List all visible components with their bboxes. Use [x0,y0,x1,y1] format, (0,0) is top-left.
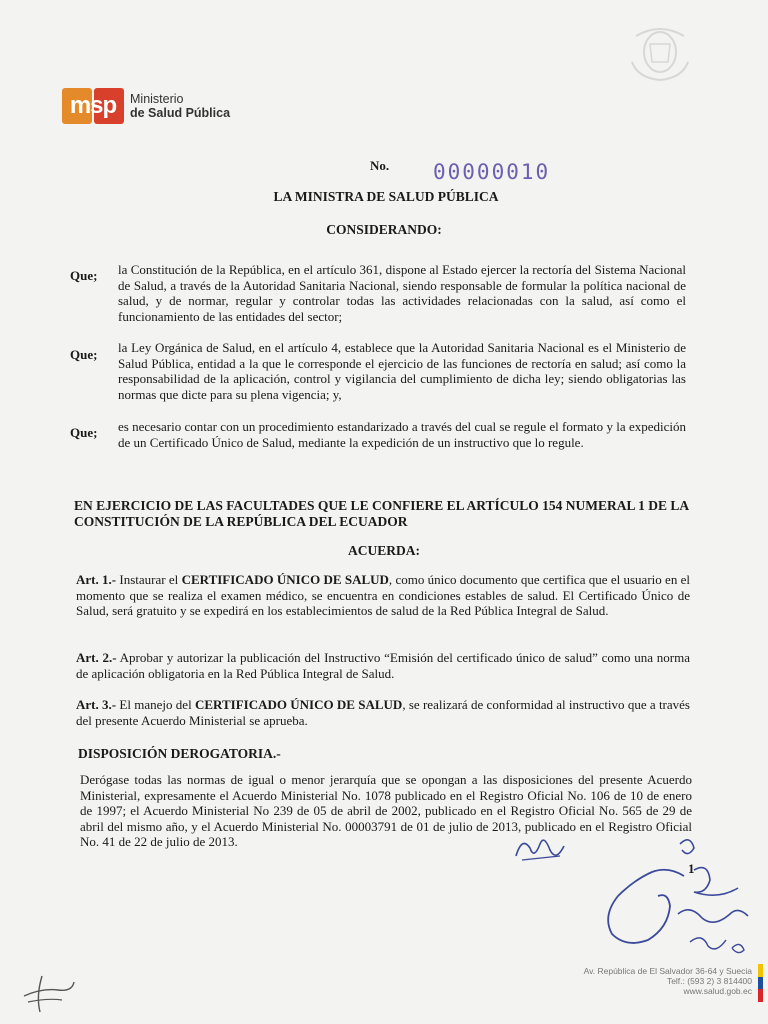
article-3-pre: El manejo del [119,697,195,712]
considering-heading: CONSIDERANDO: [326,222,442,237]
footer-contact [584,966,752,996]
article-3-bold: CERTIFICADO ÚNICO DE SALUD [194,697,403,712]
article-2 [76,650,690,681]
whereas-text-1: la Constitución de la República, en el artículo 361, dispone al Estado ejercer la rectoría del Sistema Nacional de Salud, a través de la Autoridad Sanitaria Nacional, siendo responsable de formular la política nacional de salud, y de normar, regular y controlar todas las actividades relacionadas con la salud, así como el funcionamiento de las entidades del sector; [118,262,686,324]
article-1 [76,572,690,619]
coat-of-arms-icon [628,22,692,84]
repeal-heading: DISPOSICIÓN DEROGATORIA.- [78,746,281,761]
article-1-bold: CERTIFICADO ÚNICO DE SALUD [181,572,389,587]
document-number-label: No. [370,158,390,173]
ministry-logo [62,88,230,124]
repeal-text: Derógase todas las normas de igual o menor jerarquía que se opongan a las disposiciones del presente Acuerdo Ministerial, expresamente el Acuerdo Ministerial No. 1078 publicado en el Registro Oficial No. 106 de 10 de enero de 1997; el Acuerdo Ministerial No 239 de 05 de abril de 2002, publicado en el Registro Oficial No. 565 de 29 de abril del mismo año, y el Acuerdo Ministerial No. 00003791 de 01 de julio de 2013, publicado en el Registro Oficial No. 41 de 22 de julio de 2013. [80,772,692,849]
initials-mark [512,826,572,866]
msp-logo-mark [62,88,124,124]
article-1-post: , como único documento que certifica que el usuario en el momento que se realiza el examen médico, se encuentra en condiciones estables de salud. El Certificado Único de Salud, será gratuito y se expedirá en los establecimientos de salud de la Red Pública Integral de Salud. [76,572,690,618]
document-title: LA MINISTRA DE SALUD PÚBLICA [273,189,499,204]
corner-initial-mark [18,968,78,1014]
ministry-name [130,92,230,120]
article-2-pre: Aprobar y autorizar la publicación del Instructivo “Emisión del certificado único de salud” como una norma de aplicación obligatoria en la Red Pública Integral de Salud. [76,650,690,681]
whereas-text-2: la Ley Orgánica de Salud, en el artículo 4, establece que la Autoridad Sanitaria Nacional es el Ministerio de Salud Pública, entidad a la que le corresponde el ejercicio de las funciones de rectoría en salud; así como la responsabilidad de la aplicación, control y vigilancia del cumplimiento de dicha ley; siendo obligatorias las normas que dicte para su plena vigencia; y, [118,340,686,402]
ministry-line1: Ministerio [130,92,184,106]
whereas-label-3: Que; [70,425,98,440]
document-number-stamp: 00000010 [433,160,551,184]
flag-color-stripe [758,964,763,1002]
footer-phone: Telf.: (593 2) 3 814400 [666,976,752,986]
article-1-label: Art. 1.- [76,572,117,587]
page-number: 1 [688,861,695,876]
article-3-label: Art. 3.- [76,697,117,712]
whereas-label-1: Que; [70,268,98,283]
article-3-post: , se realizará de conformidad al instructivo que a través del presente Acuerdo Ministerial se aprueba. [76,697,690,728]
footer-address: Av. República de El Salvador 36-64 y Suecia [583,966,752,976]
footer-website: www.salud.gob.ec [683,986,752,996]
article-3 [76,697,690,728]
powers-heading: EN EJERCICIO DE LAS FACULTADES QUE LE CONFIERE EL ARTÍCULO 154 NUMERAL 1 DE LA CONSTITUCIÓN DE LA REPÚBLICA DEL ECUADOR [74,498,689,529]
article-1-pre: Instaurar el [119,572,182,587]
signature [598,836,758,966]
whereas-text-3: es necesario contar con un procedimiento estandarizado a través del cual se regule el formato y la expedición de un Certificado Único de Salud, mediante la expedición de un instructivo que lo regule. [118,419,686,450]
article-2-label: Art. 2.- [76,650,117,665]
whereas-label-2: Que; [70,347,98,362]
agrees-heading: ACUERDA: [348,543,420,558]
logo-letters: msp [69,92,117,119]
ministry-line2: de Salud Pública [130,106,231,120]
